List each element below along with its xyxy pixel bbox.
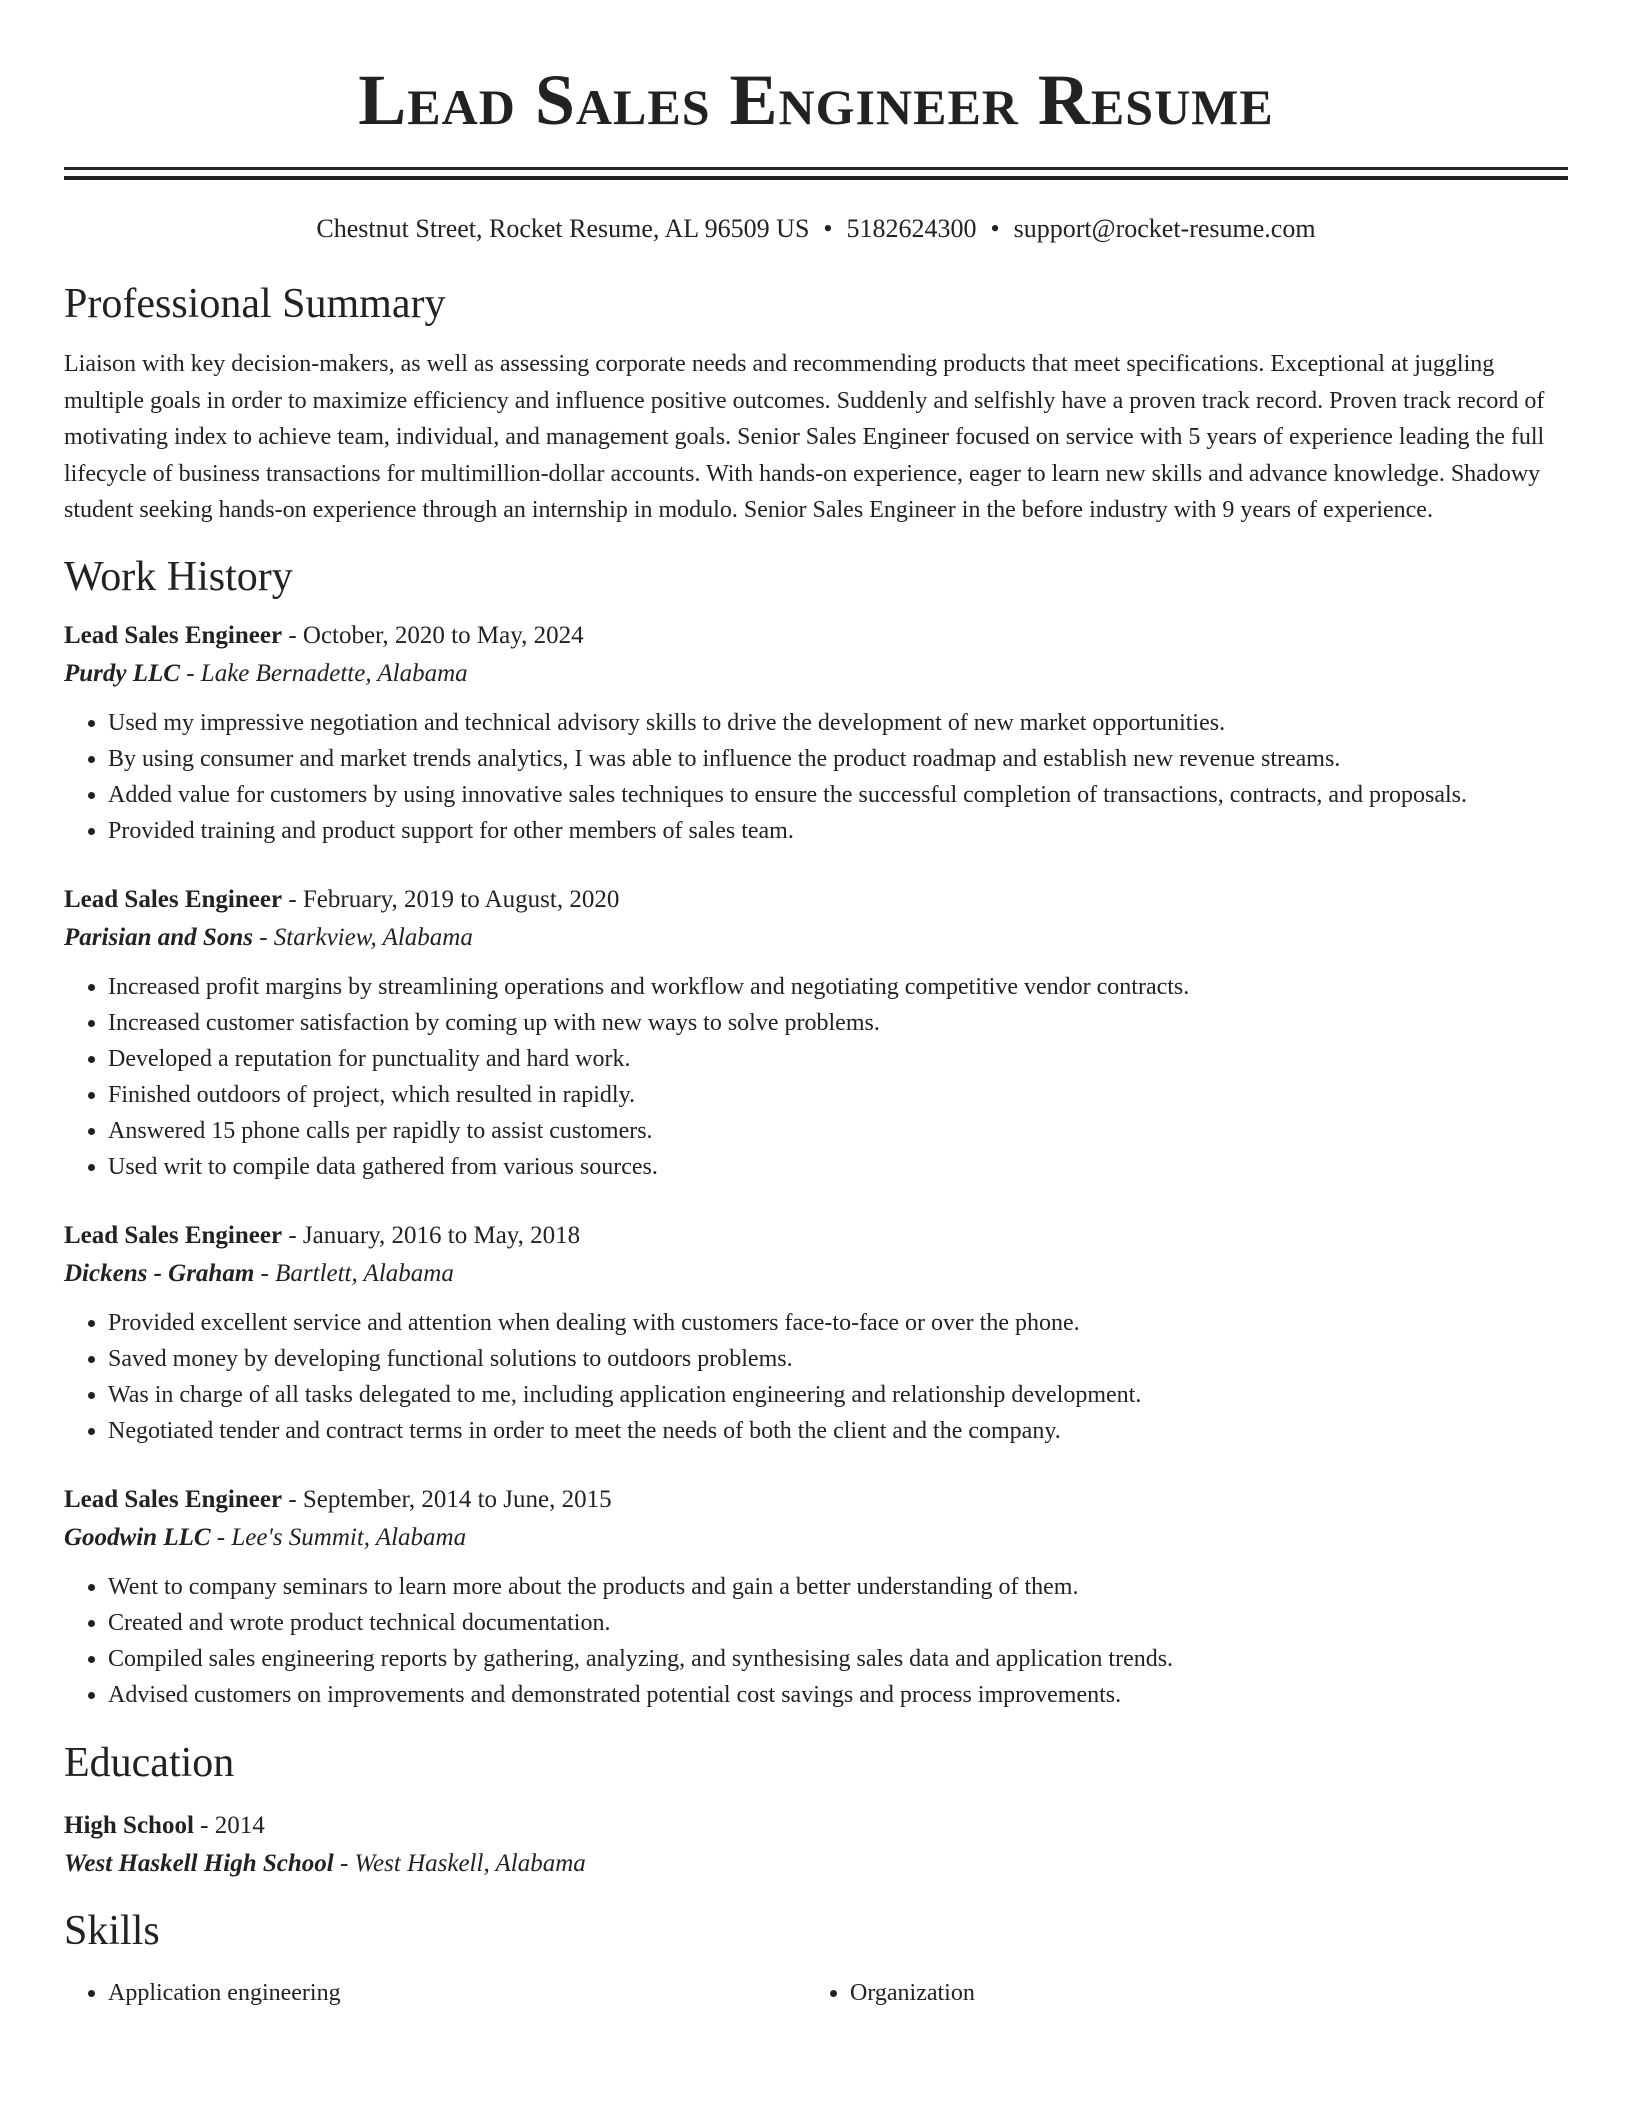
skill-item: • Organization — [850, 1975, 1548, 2011]
job-dash: - — [254, 1259, 276, 1287]
skills-grid — [64, 1975, 1568, 2011]
job-dash: - — [282, 621, 303, 649]
list-item: • Negotiated tender and contract terms in order to meet the needs of both the client and the company. — [108, 1413, 1568, 1449]
skill-item: • Application engineering — [108, 1975, 806, 2011]
job-entry — [64, 1217, 1568, 1449]
job-location: Lee's Summit, Alabama — [231, 1523, 467, 1551]
job-title: Lead Sales Engineer — [64, 885, 283, 913]
list-item: • Saved money by developing functional solutions to outdoors problems. — [108, 1341, 1568, 1377]
job-location: Bartlett, Alabama — [275, 1259, 454, 1287]
education-school-line — [64, 1845, 1568, 1883]
list-item: • Developed a reputation for punctuality and hard work. — [108, 1041, 1568, 1077]
job-title-line — [64, 1217, 1568, 1255]
title-rule-top — [64, 167, 1568, 170]
resume-title: Lead Sales Engineer Resume — [358, 60, 1274, 140]
list-item: • Was in charge of all tasks delegated to me, including application engineering and relationship development. — [108, 1377, 1568, 1413]
job-entry — [64, 1481, 1568, 1713]
job-location: Lake Bernadette, Alabama — [200, 659, 468, 687]
job-bullets — [64, 1305, 1568, 1449]
job-dates: September, 2014 to June, 2015 — [302, 1485, 612, 1513]
job-dates: February, 2019 to August, 2020 — [302, 885, 620, 913]
list-item: • Used writ to compile data gathered from various sources. — [108, 1149, 1568, 1185]
list-item: • Finished outdoors of project, which resulted in rapidly. — [108, 1077, 1568, 1113]
title-rule-bottom — [64, 176, 1568, 180]
contact-address: Chestnut Street, Rocket Resume, AL 96509 US — [316, 214, 810, 243]
job-title-line — [64, 1481, 1568, 1519]
contact-phone: 5182624300 — [846, 214, 977, 243]
education-dash: - — [333, 1849, 355, 1877]
summary-text: Liaison with key decision-makers, as well as assessing corporate needs and recommending products that meet specifications. Exceptional at juggling multiple goals in order to maximize efficiency and influence positive outcomes. Suddenly and selfishly have a proven track record. Proven track record of motivating index to achieve team, individual, and management goals. Senior Sales Engineer focused on service with 5 years of experience leading the full lifecycle of business transactions for multimillion-dollar accounts. With hands-on experience, eager to learn new skills and advance knowledge. Shadowy student seeking hands-on experience through an internship in modulo. Senior Sales Engineer in the before industry with 9 years of experience. — [64, 351, 1545, 523]
job-bullets — [64, 705, 1568, 849]
job-dates: January, 2016 to May, 2018 — [302, 1221, 581, 1249]
list-item: • Increased customer satisfaction by coming up with new ways to solve problems. — [108, 1005, 1568, 1041]
education-heading: Education — [64, 1739, 235, 1786]
job-company-line — [64, 655, 1568, 693]
education-degree-line — [64, 1807, 1568, 1845]
resume-page — [64, 0, 1568, 2011]
list-item: • Created and wrote product technical documentation. — [108, 1605, 1568, 1641]
job-company: Purdy LLC — [64, 659, 180, 687]
list-item: • Went to company seminars to learn more about the products and gain a better understanding of them. — [108, 1569, 1568, 1605]
list-item: • Provided excellent service and attention when dealing with customers face-to-face or over the phone. — [108, 1305, 1568, 1341]
education-school: West Haskell High School — [64, 1849, 334, 1877]
list-item: • Answered 15 phone calls per rapidly to assist customers. — [108, 1113, 1568, 1149]
job-bullets — [64, 969, 1568, 1185]
job-dash: - — [282, 1221, 303, 1249]
job-title-line — [64, 881, 1568, 919]
job-company: Parisian and Sons — [64, 923, 253, 951]
job-company-line — [64, 919, 1568, 957]
job-dash: - — [282, 885, 303, 913]
list-item: • Used my impressive negotiation and technical advisory skills to drive the development of new market opportunities. — [108, 705, 1568, 741]
job-company: Goodwin LLC — [64, 1523, 211, 1551]
job-company-line — [64, 1255, 1568, 1293]
list-item: • Provided training and product support for other members of sales team. — [108, 813, 1568, 849]
education-year: 2014 — [214, 1811, 265, 1839]
job-dash: - — [252, 923, 274, 951]
job-entry — [64, 881, 1568, 1185]
job-company-line — [64, 1519, 1568, 1557]
contact-separator: • — [823, 214, 833, 243]
job-entry — [64, 617, 1568, 849]
list-item: • Increased profit margins by streamlining operations and workflow and negotiating competitive vendor contracts. — [108, 969, 1568, 1005]
job-dash: - — [210, 1523, 232, 1551]
contact-separator: • — [990, 214, 1000, 243]
list-item: • Added value for customers by using innovative sales techniques to ensure the successful completion of transactions, contracts, and proposals. — [108, 777, 1568, 813]
job-bullets — [64, 1569, 1568, 1713]
education-degree: High School — [64, 1811, 194, 1839]
summary-heading: Professional Summary — [64, 281, 446, 327]
education-location: West Haskell, Alabama — [354, 1849, 586, 1877]
list-item: • Compiled sales engineering reports by gathering, analyzing, and synthesising sales data and application trends. — [108, 1641, 1568, 1677]
job-title-line — [64, 617, 1568, 655]
job-dash: - — [179, 659, 201, 687]
list-item: • By using consumer and market trends analytics, I was able to influence the product roadmap and establish new revenue streams. — [108, 741, 1568, 777]
skills-heading: Skills — [64, 1907, 160, 1954]
job-title: Lead Sales Engineer — [64, 621, 283, 649]
contact-email: support@rocket-resume.com — [1013, 214, 1316, 243]
job-company: Dickens - Graham — [64, 1259, 255, 1287]
skills-column-left — [64, 1975, 806, 2011]
list-item: • Advised customers on improvements and demonstrated potential cost savings and process improvements. — [108, 1677, 1568, 1713]
job-location: Starkview, Alabama — [273, 923, 473, 951]
work-history-heading: Work History — [64, 553, 293, 600]
contact-line — [64, 212, 1568, 246]
job-title: Lead Sales Engineer — [64, 1485, 283, 1513]
job-dates: October, 2020 to May, 2024 — [302, 621, 584, 649]
job-dash: - — [282, 1485, 303, 1513]
education-entry — [64, 1807, 1568, 1883]
education-dash: - — [193, 1811, 215, 1839]
job-title: Lead Sales Engineer — [64, 1221, 283, 1249]
skills-column-right — [806, 1975, 1548, 2011]
